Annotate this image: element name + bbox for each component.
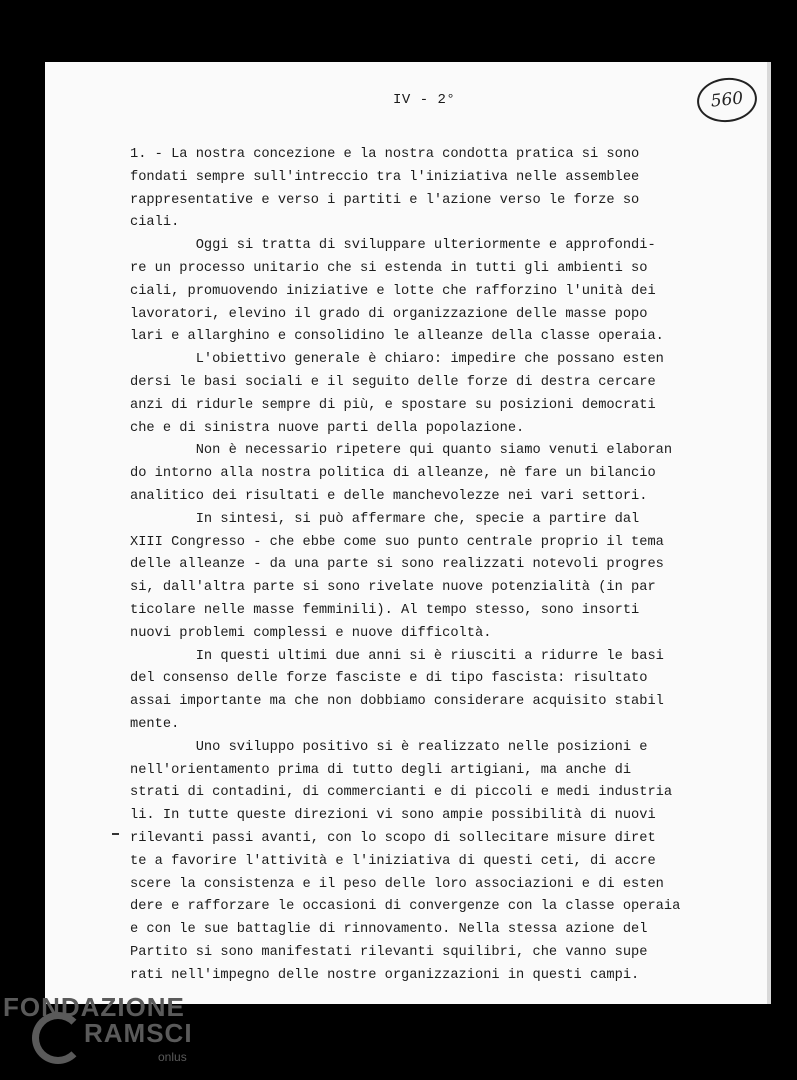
text-line: re un processo unitario che si estenda in tutti gli ambienti so — [130, 260, 648, 276]
logo-line-1: FONDAZIONE — [3, 992, 185, 1022]
text-line: fondati sempre sull'intreccio tra l'iniziativa nelle assemblee — [130, 169, 640, 185]
page-header: IV - 2° — [393, 92, 456, 108]
text-line: Uno sviluppo positivo si è realizzato nelle posizioni e — [130, 739, 648, 755]
text-line: lavoratori, elevino il grado di organizzazione delle masse popo — [130, 306, 648, 322]
text-line: te a favorire l'attività e l'iniziativa di questi ceti, di accre — [130, 853, 656, 869]
text-line: dersi le basi sociali e il seguito delle forze di destra cercare — [130, 374, 656, 390]
logo-suffix: onlus — [158, 1050, 187, 1064]
text-line: li. In tutte queste direzioni vi sono ampie possibilità di nuovi — [130, 808, 656, 824]
document-body — [130, 144, 740, 987]
text-line: lari e allarghino e consolidino le alleanze della classe operaia. — [130, 329, 664, 345]
text-line: dere e rafforzare le occasioni di convergenze con la classe operaia — [130, 899, 681, 915]
text-line: rati nell'impegno delle nostre organizzazioni in questi campi. — [130, 967, 640, 983]
text-line: mente. — [130, 716, 180, 732]
text-line: ciali. — [130, 215, 180, 231]
text-line: strati di contadini, di commercianti e di piccoli e medi industria — [130, 785, 673, 801]
text-line: Non è necessario ripetere qui quanto siamo venuti elaboran — [130, 443, 673, 459]
text-line: del consenso delle forze fasciste e di tipo fascista: risultato — [130, 671, 648, 687]
text-line: L'obiettivo generale è chiaro: impedire che possano esten — [130, 352, 664, 368]
text-line: e con le sue battaglie di rinnovamento. Nella stessa azione del — [130, 922, 648, 938]
text-line: delle alleanze - da una parte si sono realizzati notevoli progres — [130, 557, 664, 573]
text-line: che e di sinistra nuove parti della popolazione. — [130, 420, 525, 436]
text-line: do intorno alla nostra politica di alleanze, nè fare un bilancio — [130, 466, 656, 482]
text-line: scere la consistenza e il peso delle loro associazioni e di esten — [130, 876, 664, 892]
text-line: nuovi problemi complessi e nuove difficoltà. — [130, 625, 492, 641]
text-line: ciali, promuovendo iniziative e lotte che rafforzino l'unità dei — [130, 283, 656, 299]
text-line: ticolare nelle masse femminili). Al tempo stesso, sono insorti — [130, 602, 640, 618]
text-line: XIII Congresso - che ebbe come suo punto centrale proprio il tema — [130, 534, 664, 550]
text-line: In sintesi, si può affermare che, specie a partire dal — [130, 511, 640, 527]
margin-mark — [112, 833, 119, 835]
text-line: assai importante ma che non dobbiamo considerare acquisito stabil — [130, 694, 664, 710]
text-line: anzi di ridurle sempre di più, e spostare su posizioni democrati — [130, 397, 656, 413]
text-line: Oggi si tratta di sviluppare ulteriormente e approfondi- — [130, 238, 656, 254]
text-line: nell'orientamento prima di tutto degli artigiani, ma anche di — [130, 762, 632, 778]
text-line: 1. - La nostra concezione e la nostra condotta pratica si sono — [130, 147, 640, 162]
stamp-number: 560 — [709, 88, 745, 112]
text-line: In questi ultimi due anni si è riusciti a ridurre le basi — [130, 648, 664, 664]
text-line: Partito si sono manifestati rilevanti squilibri, che vanno supe — [130, 944, 648, 960]
logo-g-mark — [32, 1012, 84, 1064]
fondazione-gramsci-logo — [0, 990, 200, 1080]
logo-line-2: RAMSCI — [84, 1018, 193, 1048]
text-line: rappresentative e verso i partiti e l'azione verso le forze so — [130, 192, 640, 208]
text-line: analitico dei risultati e delle manchevolezze nei vari settori. — [130, 488, 648, 504]
text-line: rilevanti passi avanti, con lo scopo di sollecitare misure diret — [130, 830, 656, 846]
text-line: si, dall'altra parte si sono rivelate nuove potenzialità (in par — [130, 580, 656, 596]
